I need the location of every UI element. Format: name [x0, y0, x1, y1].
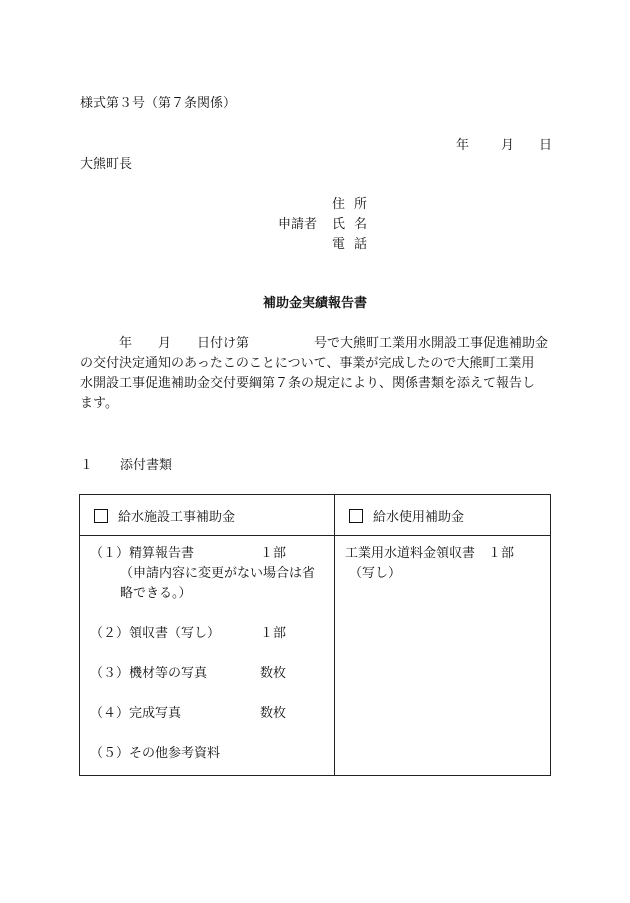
left-header: [80, 495, 335, 536]
body-line-2: の交付決定通知のあったこのことについて、事業が完成したので大熊町工業用: [80, 356, 535, 371]
item-quantity: 数枚: [260, 706, 287, 721]
applicant-name: [332, 215, 376, 235]
checkbox-usage-subsidy[interactable]: [349, 509, 363, 523]
report-date: [456, 136, 552, 156]
form-number: 様式第３号（第７条関係）: [80, 96, 237, 111]
list-item: [90, 624, 326, 644]
applicant-label: 申請者: [278, 217, 318, 232]
section-label: 添付書類: [120, 458, 173, 473]
applicant-phone: [332, 235, 376, 255]
item-label: （３）機材等の写真: [90, 666, 208, 681]
left-items-cell: [80, 536, 335, 776]
body-line-1: 年 月 日付け第 号で大熊町工業用水開設工事促進補助金: [80, 336, 549, 351]
right-header-label: 給水使用補助金: [373, 509, 465, 525]
date-day: 日: [539, 138, 553, 153]
left-header-label: 給水施設工事補助金: [118, 509, 236, 525]
date-month: 月: [501, 138, 515, 153]
item-label: （２）領収書（写し）: [90, 626, 221, 641]
list-item: 工業用水道料金領収書 １部: [345, 546, 515, 561]
report-body: [80, 334, 554, 414]
list-item: [90, 664, 326, 684]
attachments-heading: [80, 456, 172, 476]
body-line-4: ます。: [80, 396, 118, 411]
item-label: （５）その他参考資料: [90, 746, 221, 761]
body-line-3: 水開設工事促進補助金交付要綱第７条の規定により、関係書類を添えて報告し: [80, 376, 536, 391]
right-items-cell: [335, 536, 551, 776]
checkbox-construction-subsidy[interactable]: [94, 509, 108, 523]
document-title: 補助金実績報告書: [262, 296, 367, 311]
list-item: [90, 744, 326, 764]
recipient: 大熊町長: [80, 157, 133, 172]
section-number: １: [80, 458, 94, 473]
address-label-2: 所: [354, 197, 368, 212]
address-label-1: 住: [332, 197, 346, 212]
applicant-address: [332, 195, 376, 215]
date-year: 年: [456, 138, 470, 153]
name-label-1: 氏: [332, 217, 346, 232]
right-header: [335, 495, 551, 536]
list-item: [90, 704, 326, 724]
phone-label-2: 話: [354, 237, 368, 252]
attachments-table: [79, 494, 551, 776]
item-quantity: １部: [260, 626, 287, 641]
item-note: （申請内容に変更がない場合は省略できる。）: [120, 566, 316, 601]
item-quantity: 数枚: [260, 666, 287, 681]
phone-label-1: 電: [332, 237, 346, 252]
item-label: （４）完成写真: [90, 706, 182, 721]
item-quantity: １部: [260, 546, 287, 561]
item-note: （写し）: [349, 566, 402, 581]
item-label: （１）精算報告書: [90, 546, 195, 561]
name-label-2: 名: [354, 217, 368, 232]
list-item: [90, 544, 326, 564]
